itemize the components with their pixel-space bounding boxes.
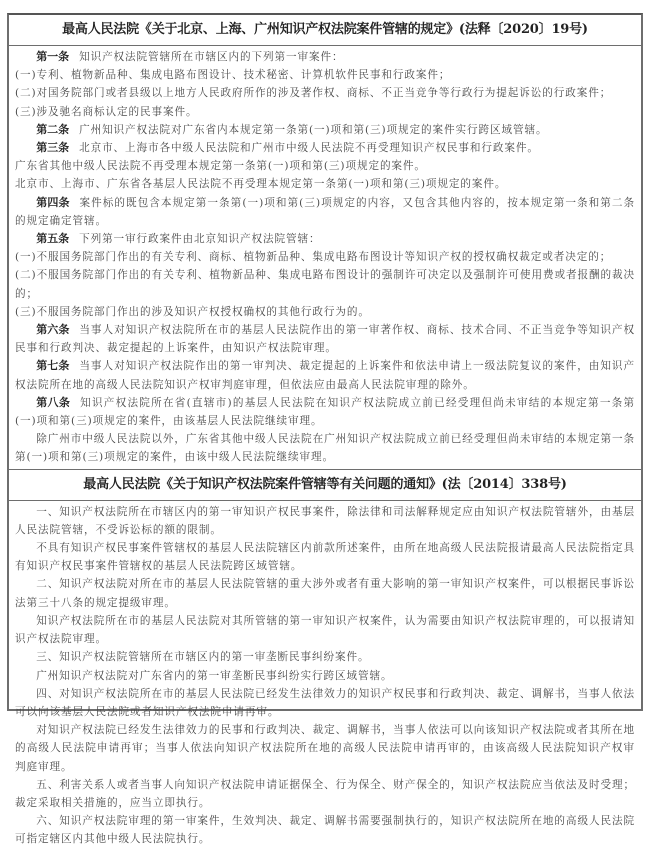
article-paragraph (15, 303, 635, 321)
notice-paragraph: 不具有知识产权民事案件管辖权的基层人民法院辖区内前款所述案件，由所在地高级人民法院报请最高人民法院指定具有知识产权民事案件管辖权的基层人民法院跨区域管辖。 (15, 542, 635, 573)
notice-paragraph: 三、知识产权法院管辖所在市辖区内的第一审垄断民事纠纷案件。 (36, 651, 370, 664)
article-text: (三)涉及驰名商标认定的民事案件。 (15, 105, 198, 118)
notice-paragraph: 四、对知识产权法院所在市的基层人民法院已经发生法律效力的知识产权民事和行政判决、裁定、调解书，当事人依法可以向该基层人民法院或者知识产权法院申请再审。 (15, 687, 635, 718)
article-paragraph (15, 194, 635, 230)
article-paragraph (15, 266, 635, 302)
article-text: 除广州市中级人民法院以外，广东省其他中级人民法院在广州知识产权法院成立前已经受理但尚未审结的本规定第一条第(一)项和第(三)项规定的案件，由该中级人民法院继续审理。 (15, 433, 635, 464)
article-text: 案件标的既包含本规定第一条第(一)项和第(三)项规定的内容，又包含其他内容的，按本规定第一条和第二条的规定确定管辖。 (15, 196, 636, 227)
article-paragraph (15, 157, 635, 175)
article-number: 第三条 (36, 141, 70, 155)
article-number: 第七条 (36, 359, 70, 373)
article-number: 第一条 (36, 50, 70, 63)
article-paragraph (15, 121, 635, 139)
article-text: 知识产权法院所在省(直辖市)的基层人民法院在知识产权法院成立前已经受理但尚未审结的本规定第一条第(一)项和第(三)项规定的案件，由该基层人民法院继续审理。 (15, 396, 635, 428)
article-text: 北京市、上海市、广东省各基层人民法院不再受理本规定第一条第(一)项和第(三)项规定的案件。 (15, 178, 507, 191)
notice-paragraph: 二、知识产权法院对所在市的基层人民法院管辖的重大涉外或者有重大影响的第一审知识产权案件，可以根据民事诉讼法第三十八条的规定提级审理。 (15, 578, 635, 609)
article-text: (二)不服国务院部门作出的有关专利、植物新品种、集成电路布图设计的强制许可决定以及强制许可使用费或者报酬的裁决的； (15, 269, 635, 300)
article-paragraph (15, 84, 635, 102)
article-number: 第二条 (36, 122, 70, 136)
article-paragraph (15, 394, 635, 430)
article-text: (三)不服国务院部门作出的涉及知识产权授权确权的其他行政行为的。 (15, 305, 370, 318)
section2-title: 最高人民法院《关于知识产权法院案件管辖等有关问题的通知》(法〔2014〕338号) (9, 469, 641, 501)
article-paragraph (15, 430, 635, 466)
article-paragraph (15, 248, 635, 266)
article-paragraph (15, 139, 635, 157)
article-paragraph (15, 48, 635, 66)
notice-paragraph: 广州知识产权法院对广东省内的第一审垄断民事纠纷实行跨区域管辖。 (36, 669, 393, 682)
section1-title: 最高人民法院《关于北京、上海、广州知识产权法院案件管辖的规定》(法释〔2020〕19号) (9, 15, 641, 46)
notice-paragraph: 对知识产权法院已经发生法律效力的民事和行政判决、裁定、调解书，当事人依法可以向该知识产权法院或者其所在地的高级人民法院申请再审；当事人依法向知识产权法院所在地的高级人民法院申请再审的，由该高级人民法院知识产权审判庭审理。 (15, 724, 635, 773)
article-number: 第五条 (36, 232, 70, 246)
article-text: 广东省其他中级人民法院不再受理本规定第一条第(一)项和第(三)项规定的案件。 (15, 160, 426, 173)
article-paragraph (15, 66, 635, 84)
section1-body (9, 46, 641, 469)
notice-paragraph: 一、知识产权法院所在市辖区内的第一审知识产权民事案件，除法律和司法解释规定应由知识产权法院管辖外，由基层人民法院管辖，不受诉讼标的额的限制。 (15, 505, 635, 536)
article-paragraph (15, 103, 635, 121)
article-paragraph (15, 321, 635, 357)
article-paragraph (15, 175, 635, 193)
article-text: 知识产权法院管辖所在市辖区内的下列第一审案件： (79, 51, 344, 63)
article-text: 北京市、上海市各中级人民法院和广州市中级人民法院不再受理知识产权民事和行政案件。 (79, 142, 539, 155)
article-number: 第八条 (36, 395, 71, 409)
notice-paragraph: 六、知识产权法院审理的第一审案件，生效判决、裁定、调解书需要强制执行的，知识产权法院所在地的高级人民法院可指定辖区内其他中级人民法院执行。 (15, 815, 635, 846)
article-text: 广州知识产权法院对广东省内本规定第一条第(一)项和第(三)项规定的案件实行跨区域管辖。 (79, 123, 548, 136)
regulations-table (7, 13, 643, 846)
notice-paragraph: 知识产权法院所在市的基层人民法院对其所管辖的第一审知识产权案件，认为需要由知识产权法院审理的，可以报请知识产权法院审理。 (15, 614, 635, 646)
article-text: (二)对国务院部门或者县级以上地方人民政府所作的涉及著作权、商标、不正当竞争等行政行为提起诉讼的行政案件； (15, 87, 612, 100)
article-text: (一)不服国务院部门作出的有关专利、商标、植物新品种、集成电路布图设计等知识产权的授权确权裁定或者决定的； (15, 251, 612, 264)
article-paragraph (15, 230, 635, 248)
notice-paragraph: 五、利害关系人或者当事人向知识产权法院申请证据保全、行为保全、财产保全的，知识产权法院应当依法及时受理；裁定采取相关措施的，应当立即执行。 (15, 778, 635, 809)
article-text: 当事人对知识产权法院作出的第一审判决、裁定提起的上诉案件和依法申请上一级法院复议的案件，由知识产权法院所在地的高级人民法院知识产权审判庭审理，但依法应由最高人民法院审理的除外。 (15, 360, 636, 391)
article-text: 下列第一审行政案件由北京知识产权法院管辖： (79, 233, 321, 246)
article-number: 第六条 (36, 323, 70, 337)
article-text: (一)专利、植物新品种、集成电路布图设计、技术秘密、计算机软件民事和行政案件； (15, 69, 451, 82)
article-paragraph (15, 357, 635, 393)
article-number: 第四条 (36, 195, 70, 209)
article-text: 当事人对知识产权法院所在市的基层人民法院作出的第一审著作权、商标、技术合同、不正当竞争等知识产权民事和行政判决、裁定提起的上诉案件，由知识产权法院审理。 (15, 324, 636, 355)
section2-body (9, 501, 641, 851)
